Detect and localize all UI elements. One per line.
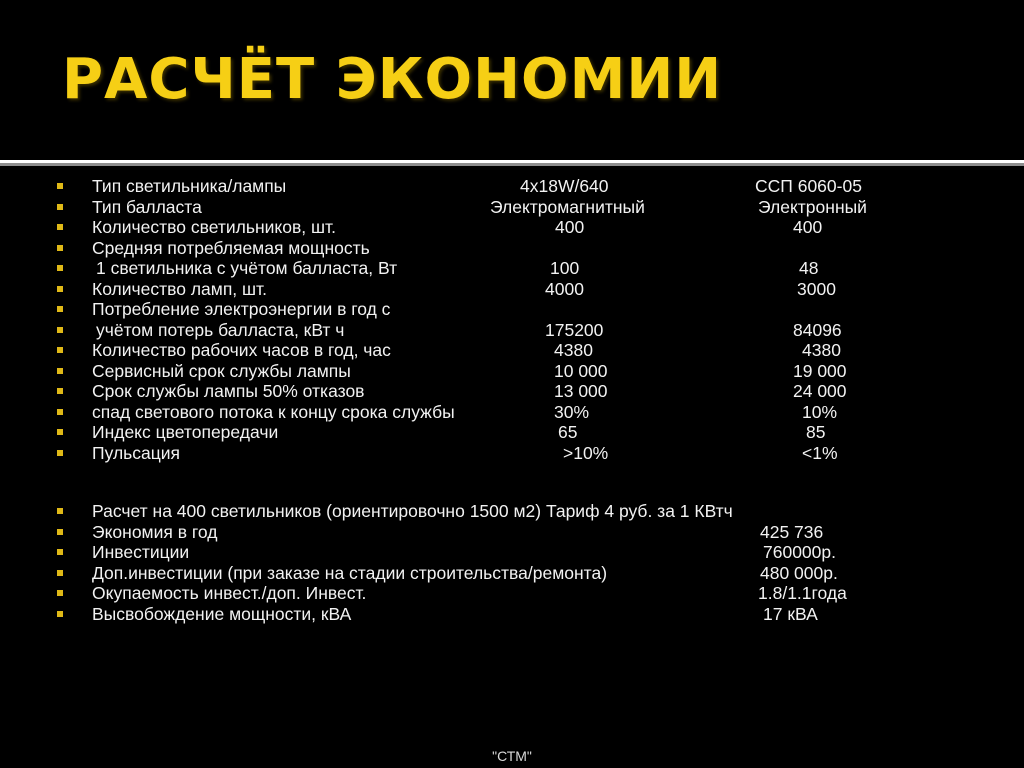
comparison-row bbox=[0, 258, 1024, 278]
row-label: Количество ламп, шт. bbox=[92, 278, 267, 299]
comparison-row bbox=[0, 422, 1024, 442]
summary-label: Высвобождение мощности, кВА bbox=[92, 603, 352, 624]
bullet-icon bbox=[57, 409, 63, 415]
row-label: Срок службы лампы 50% отказов bbox=[92, 381, 365, 401]
value-electromagnetic: 30% bbox=[554, 401, 590, 422]
comparison-row bbox=[0, 238, 1024, 258]
footer-label: "СТМ" bbox=[492, 748, 532, 764]
value-electronic: 48 bbox=[799, 258, 819, 278]
comparison-row bbox=[0, 443, 1024, 463]
comparison-row bbox=[0, 176, 1024, 196]
value-electronic: 400 bbox=[793, 217, 823, 237]
comparison-row bbox=[0, 320, 1024, 340]
bullet-icon bbox=[57, 224, 63, 230]
summary-value: 480 000р. bbox=[760, 562, 838, 583]
value-electronic: 19 000 bbox=[793, 360, 847, 381]
value-electronic: 4380 bbox=[802, 340, 841, 360]
summary-value: 425 736 bbox=[760, 521, 824, 542]
row-label: Количество светильников, шт. bbox=[92, 217, 336, 237]
bullet-icon bbox=[57, 388, 63, 394]
value-electronic: 85 bbox=[806, 422, 826, 442]
value-electromagnetic: 13 000 bbox=[554, 381, 608, 401]
bullet-icon bbox=[57, 508, 63, 514]
bullet-icon bbox=[57, 529, 63, 535]
summary-value: 17 кВА bbox=[763, 603, 818, 624]
value-electronic: 10% bbox=[802, 401, 838, 422]
bullet-icon bbox=[57, 611, 63, 617]
row-label: учётом потерь балласта, кВт ч bbox=[96, 319, 345, 340]
summary-row bbox=[0, 501, 1024, 521]
value-electromagnetic: 100 bbox=[550, 258, 580, 278]
summary-row bbox=[0, 563, 1024, 583]
bullet-icon bbox=[57, 590, 63, 596]
comparison-row bbox=[0, 381, 1024, 401]
row-label: Индекс цветопередачи bbox=[92, 422, 279, 442]
bullet-icon bbox=[57, 306, 63, 312]
bullet-icon bbox=[57, 183, 63, 189]
summary-label: Экономия в год bbox=[92, 521, 218, 542]
summary-label: Окупаемость инвест./доп. Инвест. bbox=[92, 583, 367, 603]
value-electromagnetic: 4x18W/640 bbox=[520, 176, 609, 196]
value-electronic: 84096 bbox=[793, 319, 842, 340]
bullet-icon bbox=[57, 265, 63, 271]
slide-content bbox=[0, 166, 1024, 768]
value-electromagnetic: 4000 bbox=[545, 278, 584, 299]
comparison-row bbox=[0, 402, 1024, 422]
row-label: Количество рабочих часов в год, час bbox=[92, 340, 391, 360]
summary-row bbox=[0, 583, 1024, 603]
bullet-icon bbox=[57, 245, 63, 251]
slide-title: РАСЧЁТ ЭКОНОМИИ bbox=[62, 47, 723, 112]
summary-row bbox=[0, 542, 1024, 562]
value-electronic: Электронный bbox=[758, 196, 867, 217]
bullet-icon bbox=[57, 347, 63, 353]
summary-label: Инвестиции bbox=[92, 542, 190, 562]
row-label: Потребление электроэнергии в год с bbox=[92, 299, 391, 319]
comparison-row bbox=[0, 197, 1024, 217]
row-label: Пульсация bbox=[92, 442, 181, 463]
row-label: Средняя потребляемая мощность bbox=[92, 237, 370, 258]
value-electronic: 3000 bbox=[797, 278, 836, 299]
bullet-icon bbox=[57, 549, 63, 555]
value-electromagnetic: 4380 bbox=[554, 340, 593, 360]
bullet-icon bbox=[57, 368, 63, 374]
comparison-row bbox=[0, 340, 1024, 360]
value-electronic: ССП 6060-05 bbox=[755, 176, 862, 196]
title-bar bbox=[0, 0, 1024, 160]
bullet-icon bbox=[57, 327, 63, 333]
value-electromagnetic: 175200 bbox=[545, 319, 604, 340]
summary-value: 1.8/1.1года bbox=[758, 583, 847, 603]
row-label: 1 светильника с учётом балласта, Вт bbox=[96, 258, 398, 278]
row-label: Тип балласта bbox=[92, 196, 202, 217]
value-electromagnetic: Электромагнитный bbox=[490, 196, 645, 217]
comparison-row bbox=[0, 279, 1024, 299]
bullet-icon bbox=[57, 286, 63, 292]
bullet-icon bbox=[57, 429, 63, 435]
value-electronic: 24 000 bbox=[793, 381, 847, 401]
summary-value: 760000р. bbox=[763, 542, 836, 562]
summary-label: Доп.инвестиции (при заказе на стадии строительства/ремонта) bbox=[92, 562, 608, 583]
comparison-row bbox=[0, 361, 1024, 381]
comparison-row bbox=[0, 217, 1024, 237]
value-electronic: <1% bbox=[802, 442, 838, 463]
value-electromagnetic: 400 bbox=[555, 217, 585, 237]
summary-label: Расчет на 400 светильников (ориентировочно 1500 м2) Тариф 4 руб. за 1 КВтч bbox=[92, 501, 733, 521]
bullet-icon bbox=[57, 450, 63, 456]
value-electromagnetic: 10 000 bbox=[554, 360, 608, 381]
summary-row bbox=[0, 522, 1024, 542]
value-electromagnetic: >10% bbox=[563, 442, 609, 463]
row-label: Сервисный срок службы лампы bbox=[92, 360, 351, 381]
bullet-icon bbox=[57, 204, 63, 210]
row-label: Тип светильника/лампы bbox=[92, 176, 287, 196]
bullet-icon bbox=[57, 570, 63, 576]
row-label: спад светового потока к концу срока службы bbox=[92, 401, 455, 422]
value-electromagnetic: 65 bbox=[558, 422, 578, 442]
comparison-row bbox=[0, 299, 1024, 319]
summary-row bbox=[0, 604, 1024, 624]
